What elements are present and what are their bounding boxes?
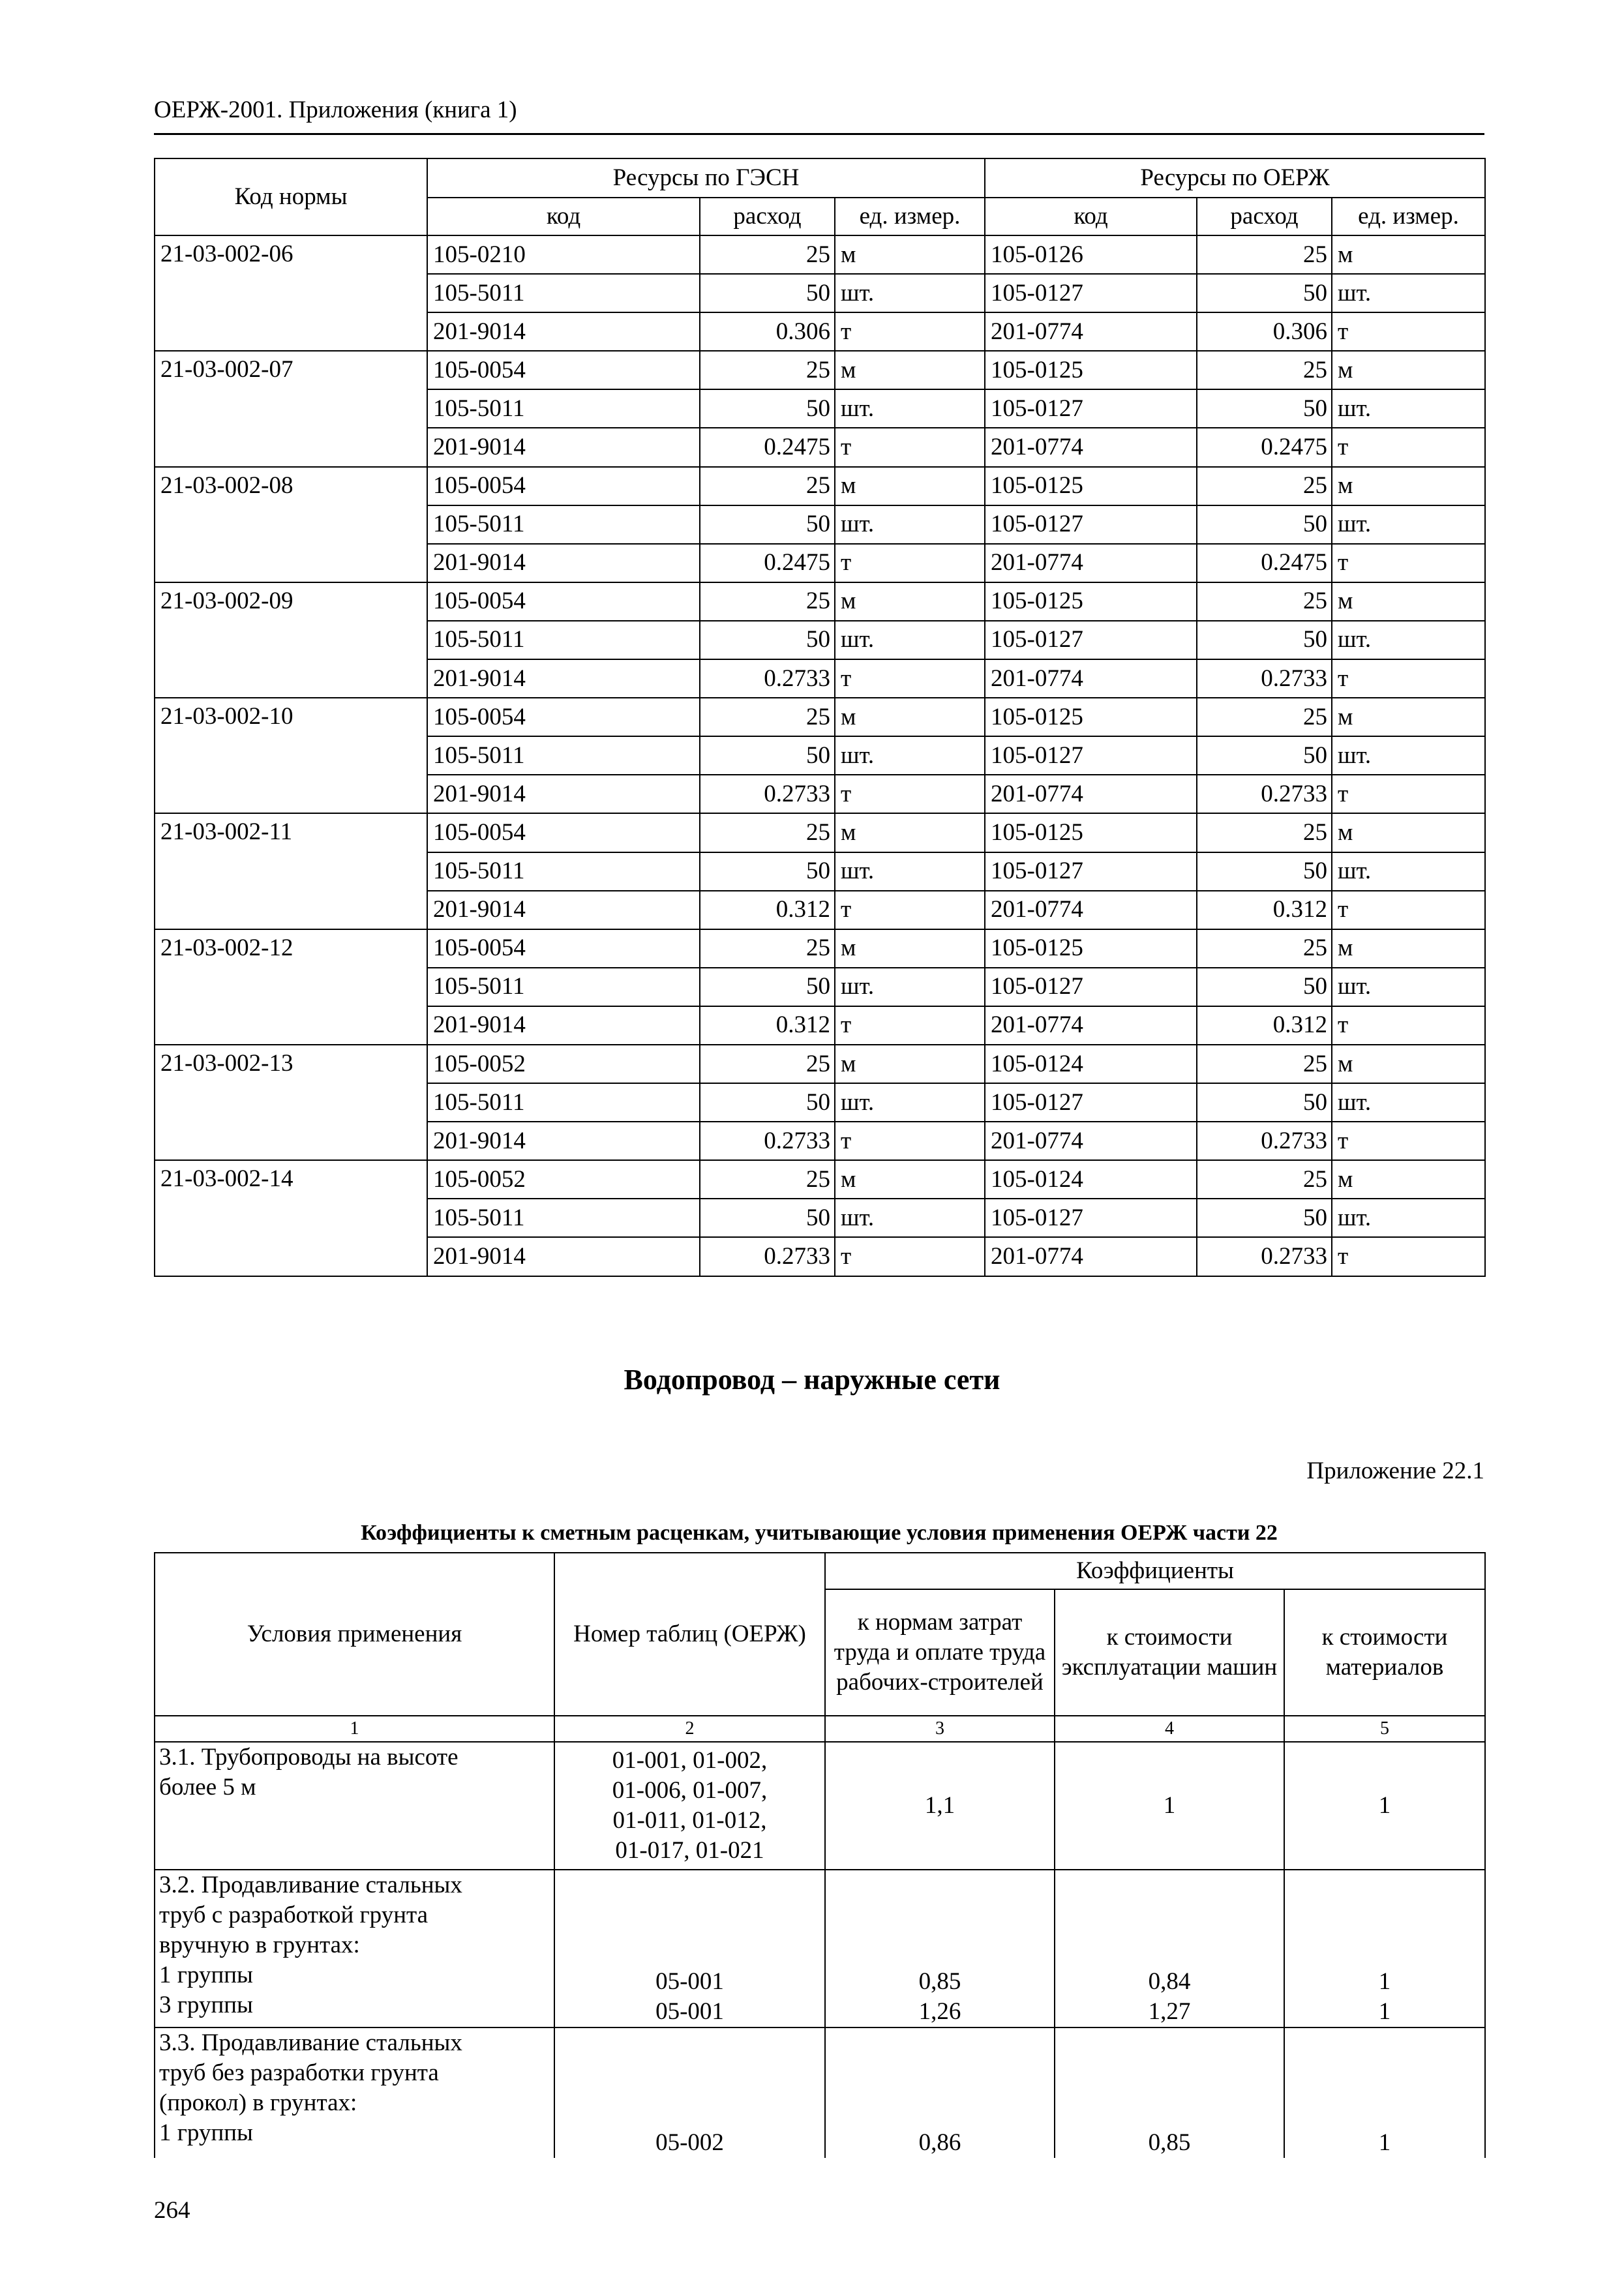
resource-cell: 105-0127 <box>985 968 1197 1006</box>
condition-cell: 3.2. Продавливание стальных труб с разработкой грунта вручную в грунтах: 1 группы 3 группы <box>155 1870 554 2027</box>
header-rule <box>154 133 1484 135</box>
resource-cell: 0.2733 <box>700 775 835 813</box>
norm-code-cell: 21-03-002-10 <box>155 698 427 813</box>
coef-machines: 0,84 1,27 <box>1055 1870 1284 2027</box>
table-row <box>155 2027 1485 2158</box>
resource-cell: 105-0126 <box>985 235 1197 274</box>
resource-cell: 50 <box>700 968 835 1006</box>
resource-cell: 25 <box>700 1160 835 1199</box>
col-table-numbers: Номер таблиц (ОЕРЖ) <box>554 1553 825 1716</box>
resource-cell: 201-9014 <box>427 544 700 582</box>
resource-cell: т <box>1332 891 1485 929</box>
resource-cell: 105-0054 <box>427 351 700 389</box>
resource-cell: м <box>1332 467 1485 505</box>
resource-cell: 50 <box>700 1199 835 1237</box>
resource-cell: м <box>835 698 985 736</box>
resource-cell: 201-9014 <box>427 312 700 351</box>
table-row <box>155 1045 1485 1083</box>
resource-cell: 25 <box>1197 351 1332 389</box>
resource-cell: м <box>1332 235 1485 274</box>
resource-cell: 105-0127 <box>985 621 1197 659</box>
resource-cell: 105-5011 <box>427 389 700 428</box>
resource-cell: 105-5011 <box>427 968 700 1006</box>
resource-cell: 50 <box>700 1083 835 1122</box>
resource-cell: т <box>835 1237 985 1276</box>
norm-code-cell: 21-03-002-12 <box>155 929 427 1045</box>
coefficients-table <box>154 1552 1486 2158</box>
resource-cell: 105-0127 <box>985 274 1197 312</box>
resource-cell: шт. <box>1332 621 1485 659</box>
resource-cell: 105-5011 <box>427 274 700 312</box>
resource-cell: 105-0054 <box>427 467 700 505</box>
tables-cell: 05-001 05-001 <box>554 1870 825 2027</box>
resource-cell: 0.2733 <box>1197 1122 1332 1160</box>
resource-cell: т <box>835 428 985 466</box>
resource-cell: 0.312 <box>700 891 835 929</box>
resource-cell: 201-9014 <box>427 1122 700 1160</box>
coef-materials: 1 1 <box>1284 1870 1485 2027</box>
tables-cell: 01-001, 01-002, 01-006, 01-007, 01-011, 01-012, 01-017, 01-021 <box>554 1742 825 1870</box>
resource-cell: 50 <box>1197 852 1332 891</box>
resource-cell: 105-0125 <box>985 698 1197 736</box>
resource-cell: шт. <box>1332 505 1485 544</box>
norm-code-cell: 21-03-002-06 <box>155 235 427 351</box>
resource-cell: м <box>835 351 985 389</box>
table-row <box>155 1742 1485 1870</box>
resource-cell: шт. <box>835 852 985 891</box>
resource-cell: м <box>1332 1160 1485 1199</box>
resource-cell: 105-0054 <box>427 929 700 968</box>
resource-cell: 50 <box>1197 389 1332 428</box>
resource-cell: 201-0774 <box>985 891 1197 929</box>
resource-cell: 105-0124 <box>985 1160 1197 1199</box>
resource-cell: 0.306 <box>1197 312 1332 351</box>
resource-cell: 201-0774 <box>985 312 1197 351</box>
resource-cell: 105-0210 <box>427 235 700 274</box>
appendix-label: Приложение 22.1 <box>1306 1458 1484 1484</box>
resource-cell: 105-5011 <box>427 736 700 775</box>
resource-cell: 50 <box>700 505 835 544</box>
resource-cell: 0.2733 <box>1197 659 1332 698</box>
condition-cell: 3.3. Продавливание стальных труб без разработки грунта (прокол) в грунтах: 1 группы <box>155 2027 554 2158</box>
norm-code-cell: 21-03-002-07 <box>155 351 427 466</box>
resource-cell: т <box>835 312 985 351</box>
resource-cell: 201-9014 <box>427 775 700 813</box>
resource-cell: 50 <box>1197 621 1332 659</box>
resources-table <box>154 158 1486 1277</box>
resource-cell: 105-0054 <box>427 698 700 736</box>
resource-cell: 0.312 <box>1197 1006 1332 1045</box>
resource-cell: шт. <box>835 389 985 428</box>
coef-machines: 0,85 <box>1055 2027 1284 2158</box>
resource-cell: т <box>835 1122 985 1160</box>
resource-cell: 201-9014 <box>427 428 700 466</box>
table-row <box>155 582 1485 621</box>
resource-cell: 201-0774 <box>985 1006 1197 1045</box>
resource-cell: 50 <box>700 621 835 659</box>
col-materials: к стоимости материалов <box>1284 1589 1485 1716</box>
resource-cell: 0.312 <box>700 1006 835 1045</box>
group-coefficients: Коэффициенты <box>825 1553 1485 1589</box>
group-gesn: Ресурсы по ГЭСН <box>427 158 985 198</box>
resource-cell: 0.306 <box>700 312 835 351</box>
resource-cell: шт. <box>835 1199 985 1237</box>
coef-materials: 1 <box>1284 2027 1485 2158</box>
coef-labor: 0,85 1,26 <box>825 1870 1055 2027</box>
resource-cell: шт. <box>1332 389 1485 428</box>
resource-cell: 105-5011 <box>427 621 700 659</box>
resource-cell: шт. <box>835 621 985 659</box>
tables-cell: 05-002 <box>554 2027 825 2158</box>
resource-cell: 25 <box>700 467 835 505</box>
resource-cell: 105-0125 <box>985 467 1197 505</box>
resource-cell: 50 <box>1197 1199 1332 1237</box>
table-row <box>155 467 1485 505</box>
resource-cell: т <box>1332 428 1485 466</box>
col-conditions: Условия применения <box>155 1553 554 1716</box>
table-row <box>155 813 1485 852</box>
resource-cell: т <box>1332 1237 1485 1276</box>
resource-cell: т <box>835 1006 985 1045</box>
resource-cell: 201-0774 <box>985 1237 1197 1276</box>
resource-cell: 105-0127 <box>985 852 1197 891</box>
resource-cell: 105-0054 <box>427 582 700 621</box>
resource-cell: 50 <box>1197 968 1332 1006</box>
col-oerzh-unit: ед. измер. <box>1332 198 1485 235</box>
resource-cell: шт. <box>1332 1199 1485 1237</box>
table-row <box>155 1160 1485 1199</box>
resource-cell: шт. <box>1332 274 1485 312</box>
index-3: 3 <box>825 1716 1055 1742</box>
norm-code-cell: 21-03-002-09 <box>155 582 427 698</box>
resource-cell: м <box>835 1045 985 1083</box>
resource-cell: м <box>835 467 985 505</box>
norm-code-cell: 21-03-002-11 <box>155 813 427 929</box>
resource-cell: 25 <box>700 698 835 736</box>
coef-machines: 1 <box>1055 1742 1284 1870</box>
resource-cell: 105-5011 <box>427 1083 700 1122</box>
resource-cell: 201-9014 <box>427 1237 700 1276</box>
resource-cell: 25 <box>700 813 835 852</box>
resource-cell: 105-0127 <box>985 736 1197 775</box>
resource-cell: 105-0125 <box>985 351 1197 389</box>
resource-cell: м <box>835 1160 985 1199</box>
col-labor: к нормам затрат труда и оплате труда рабочих-строителей <box>825 1589 1055 1716</box>
norm-code-cell: 21-03-002-08 <box>155 467 427 582</box>
resource-cell: 25 <box>700 351 835 389</box>
resource-cell: 25 <box>1197 698 1332 736</box>
resource-cell: 25 <box>700 929 835 968</box>
resource-cell: 25 <box>700 582 835 621</box>
resource-cell: 50 <box>1197 736 1332 775</box>
resource-cell: 50 <box>1197 1083 1332 1122</box>
col-norm-code: Код нормы <box>155 158 427 235</box>
resource-cell: шт. <box>835 505 985 544</box>
resource-cell: 105-0054 <box>427 813 700 852</box>
resource-cell: 50 <box>700 274 835 312</box>
col-machines: к стоимости эксплуатации машин <box>1055 1589 1284 1716</box>
resource-cell: м <box>1332 582 1485 621</box>
resource-cell: 0.2475 <box>700 544 835 582</box>
col-oerzh-amount: расход <box>1197 198 1332 235</box>
col-gesn-code: код <box>427 198 700 235</box>
col-gesn-amount: расход <box>700 198 835 235</box>
resource-cell: м <box>835 582 985 621</box>
resource-cell: 0.2733 <box>700 659 835 698</box>
group-oerzh: Ресурсы по ОЕРЖ <box>985 158 1485 198</box>
resource-cell: 105-0127 <box>985 1199 1197 1237</box>
resource-cell: 0.2733 <box>700 1237 835 1276</box>
resource-cell: 105-0125 <box>985 813 1197 852</box>
resource-cell: 105-0124 <box>985 1045 1197 1083</box>
table-caption: Коэффициенты к сметным расценкам, учитывающие условия применения ОЕРЖ части 22 <box>361 1521 1278 1545</box>
resource-cell: т <box>1332 1006 1485 1045</box>
index-1: 1 <box>155 1716 554 1742</box>
resource-cell: 105-0127 <box>985 389 1197 428</box>
resource-cell: 50 <box>700 852 835 891</box>
resource-cell: шт. <box>1332 852 1485 891</box>
resource-cell: м <box>835 235 985 274</box>
resource-cell: 25 <box>1197 467 1332 505</box>
resource-cell: 201-0774 <box>985 775 1197 813</box>
resource-cell: шт. <box>1332 1083 1485 1122</box>
norm-code-cell: 21-03-002-14 <box>155 1160 427 1276</box>
resource-cell: 0.2733 <box>700 1122 835 1160</box>
coef-labor: 1,1 <box>825 1742 1055 1870</box>
resource-cell: 201-0774 <box>985 659 1197 698</box>
resource-cell: м <box>835 813 985 852</box>
table-row <box>155 235 1485 274</box>
resource-cell: 25 <box>700 235 835 274</box>
resource-cell: 105-0052 <box>427 1045 700 1083</box>
col-oerzh-code: код <box>985 198 1197 235</box>
resource-cell: 0.2475 <box>1197 428 1332 466</box>
resource-cell: 105-0052 <box>427 1160 700 1199</box>
resource-cell: 25 <box>1197 929 1332 968</box>
condition-cell: 3.1. Трубопроводы на высоте более 5 м <box>155 1742 554 1870</box>
resource-cell: 50 <box>1197 274 1332 312</box>
resource-cell: т <box>835 891 985 929</box>
resource-cell: м <box>1332 1045 1485 1083</box>
running-header: ОЕРЖ-2001. Приложения (книга 1) <box>154 97 517 123</box>
resource-cell: шт. <box>835 968 985 1006</box>
resource-cell: 50 <box>1197 505 1332 544</box>
table-row <box>155 1870 1485 2027</box>
resource-cell: м <box>1332 813 1485 852</box>
resource-cell: 105-0127 <box>985 505 1197 544</box>
resource-cell: 25 <box>1197 813 1332 852</box>
resource-cell: 0.2475 <box>700 428 835 466</box>
index-4: 4 <box>1055 1716 1284 1742</box>
resource-cell: т <box>835 659 985 698</box>
resource-cell: 201-9014 <box>427 1006 700 1045</box>
resource-cell: 0.312 <box>1197 891 1332 929</box>
resource-cell: 50 <box>700 389 835 428</box>
resource-cell: 50 <box>700 736 835 775</box>
index-5: 5 <box>1284 1716 1485 1742</box>
resource-cell: т <box>1332 1122 1485 1160</box>
resource-cell: 105-5011 <box>427 1199 700 1237</box>
resource-cell: 201-0774 <box>985 428 1197 466</box>
resource-cell: т <box>835 544 985 582</box>
resource-cell: 105-0125 <box>985 582 1197 621</box>
resource-cell: 25 <box>1197 1045 1332 1083</box>
resource-cell: 105-0125 <box>985 929 1197 968</box>
resource-cell: шт. <box>835 274 985 312</box>
resource-cell: т <box>1332 659 1485 698</box>
coef-labor: 0,86 <box>825 2027 1055 2158</box>
resource-cell: 0.2475 <box>1197 544 1332 582</box>
resource-cell: шт. <box>835 1083 985 1122</box>
coef-materials: 1 <box>1284 1742 1485 1870</box>
resource-cell: т <box>1332 544 1485 582</box>
resource-cell: 105-5011 <box>427 852 700 891</box>
col-gesn-unit: ед. измер. <box>835 198 985 235</box>
resource-cell: 25 <box>1197 1160 1332 1199</box>
resource-cell: 105-0127 <box>985 1083 1197 1122</box>
resource-cell: 201-9014 <box>427 659 700 698</box>
resource-cell: 201-0774 <box>985 544 1197 582</box>
resource-cell: м <box>1332 929 1485 968</box>
resource-cell: м <box>835 929 985 968</box>
resource-cell: 0.2733 <box>1197 775 1332 813</box>
resource-cell: м <box>1332 351 1485 389</box>
index-2: 2 <box>554 1716 825 1742</box>
table-row <box>155 929 1485 968</box>
resource-cell: шт. <box>1332 736 1485 775</box>
resource-cell: шт. <box>1332 968 1485 1006</box>
resource-cell: т <box>835 775 985 813</box>
resource-cell: 25 <box>1197 235 1332 274</box>
resource-cell: шт. <box>835 736 985 775</box>
table-row <box>155 351 1485 389</box>
resource-cell: т <box>1332 312 1485 351</box>
resource-cell: м <box>1332 698 1485 736</box>
resource-cell: 0.2733 <box>1197 1237 1332 1276</box>
page-number: 264 <box>154 2197 190 2224</box>
norm-code-cell: 21-03-002-13 <box>155 1045 427 1160</box>
resource-cell: 25 <box>1197 582 1332 621</box>
resource-cell: 105-5011 <box>427 505 700 544</box>
table-row <box>155 698 1485 736</box>
resource-cell: т <box>1332 775 1485 813</box>
resource-cell: 25 <box>700 1045 835 1083</box>
resource-cell: 201-9014 <box>427 891 700 929</box>
section-title: Водопровод – наружные сети <box>624 1364 1000 1396</box>
resource-cell: 201-0774 <box>985 1122 1197 1160</box>
